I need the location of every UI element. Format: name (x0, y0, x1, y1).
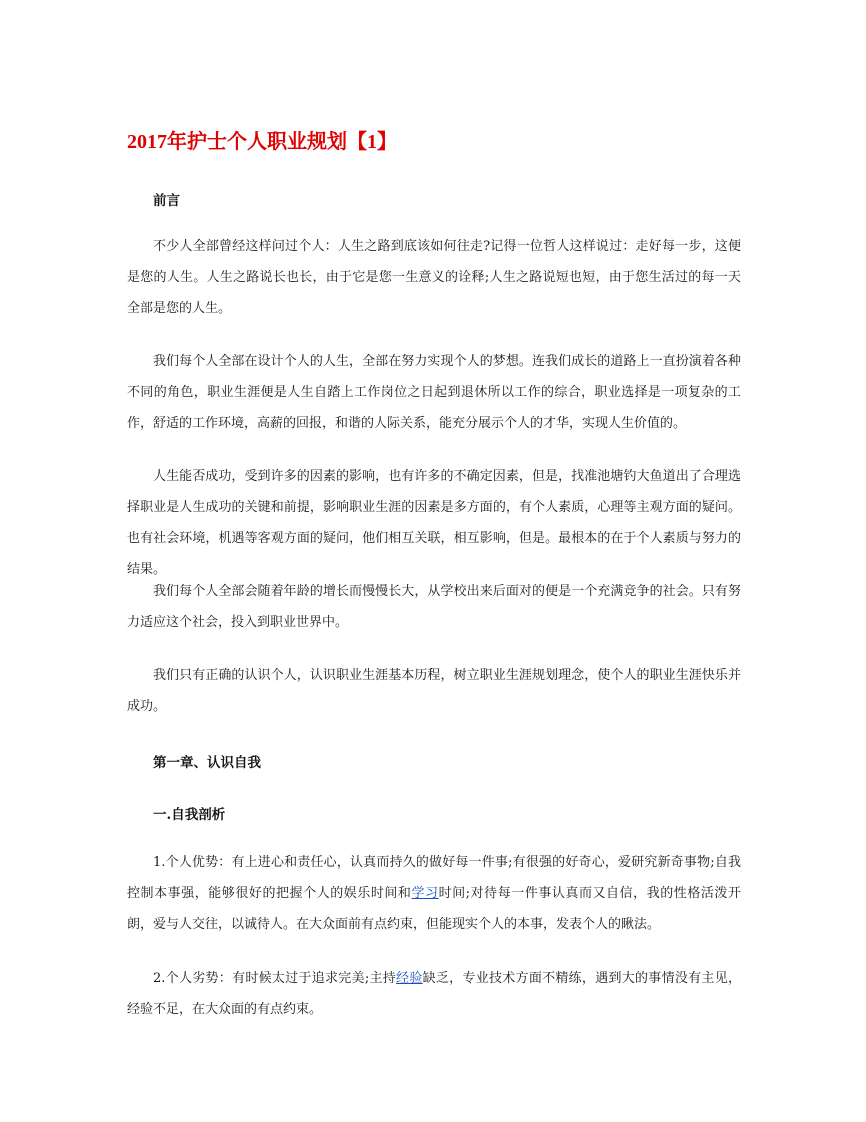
paragraph-3: 人生能否成功，受到许多的因素的影响，也有许多的不确定因素，但是，找准池塘钓大鱼道出了合理选择职业是人生成功的关键和前提，影响职业生涯的因素是多方面的，有个人素质，心理等主观方面的疑问。也有社会环境，机遇等客观方面的疑问，他们相互关联，相互影响，但是。最根本的在于个人素质与努力的结果。 (127, 469, 741, 577)
advantages-paragraph (127, 847, 741, 940)
section-heading: 一.自我剖析 (153, 807, 226, 823)
advantages-text-1: 1.个人优势：有上进心和责任心，认真而持久的做好每一件事;有很强的好奇心，爱研究新奇事物;自我控制本事强，能够很好的把握个人的娱乐时间和 (127, 855, 741, 901)
chapter-heading: 第一章、认识自我 (153, 755, 261, 771)
advantages-text-2: 时间;对待每一件事认真而又自信，我的性格活泼开朗，爱与人交往，以诚待人。在大众面前有点约束，但能现实个人的本事，发表个人的瞅法。 (127, 886, 741, 932)
preface-heading: 前言 (153, 193, 180, 209)
paragraph-5: 我们只有正确的认识个人，认识职业生涯基本历程，树立职业生涯规划理念，使个人的职业生涯快乐并成功。 (127, 668, 741, 714)
paragraph-2: 我们每个人全部在设计个人的人生，全部在努力实现个人的梦想。连我们成长的道路上一直扮演着各种不同的角色，职业生涯便是人生自踏上工作岗位之日起到退休所以工作的综合，职业选择是一项复杂的工作，舒适的工作环境，高薪的回报，和谐的人际关系，能充分展示个人的才华，实现人生价值的。 (127, 354, 741, 431)
study-link[interactable]: 学习 (411, 886, 439, 901)
disadvantages-text-1: 2.个人劣势：有时候太过于追求完美;主持 (153, 971, 397, 986)
paragraph-4: 我们每个人全部会随着年龄的增长而慢慢长大，从学校出来后面对的便是一个充满竞争的社会。只有努力适应这个社会，投入到职业世界中。 (127, 584, 741, 630)
document-title: 2017年护士个人职业规划【1】 (127, 131, 397, 153)
experience-link[interactable]: 经验 (396, 971, 423, 986)
paragraph-1: 不少人全部曾经这样问过个人：人生之路到底该如何往走?记得一位哲人这样说过：走好每一步，这便是您的人生。人生之路说长也长，由于它是您一生意义的诠释;人生之路说短也短，由于您生活过的每一天全部是您的人生。 (127, 239, 741, 316)
disadvantages-text-2: 缺乏，专业技术方面不精练，遇到大的事情没有主见，经验不足，在大众面的有点约束。 (127, 971, 741, 1017)
disadvantages-paragraph (127, 963, 741, 1025)
